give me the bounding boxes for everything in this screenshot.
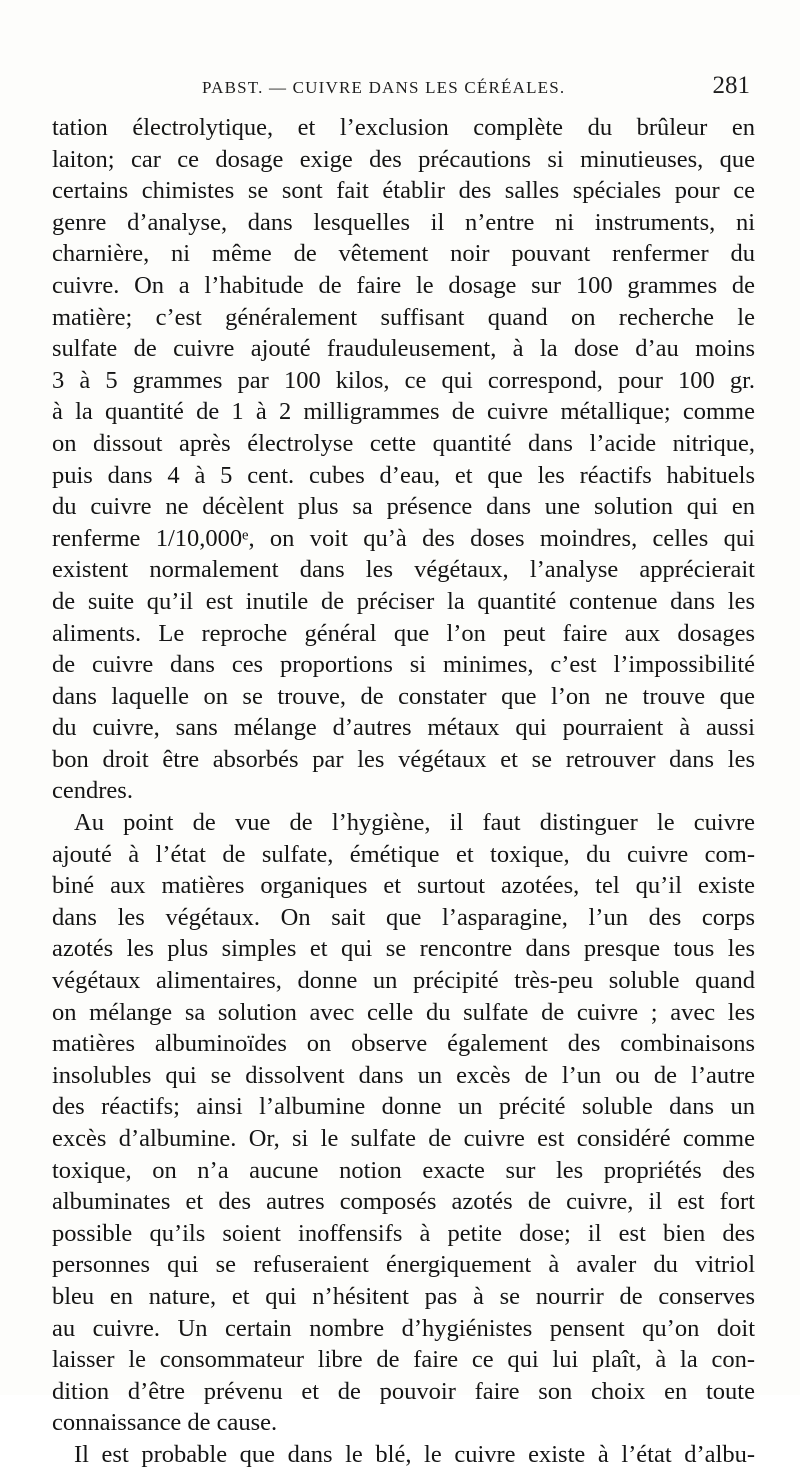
text-line: de cuivre dans ces proportions si minimes, c’est l’impossibilité	[52, 651, 755, 679]
paragraph	[52, 807, 755, 1439]
text-line: biné aux matières organiques et surtout azotées, tel qu’il existe	[52, 872, 755, 900]
text-line: on dissout après électrolyse cette quantité dans l’acide nitrique,	[52, 429, 755, 457]
text-line: renferme 1/10,000ᵉ, on voit qu’à des doses moindres, celles qui	[52, 524, 755, 552]
text-line: matière; c’est généralement suffisant quand on recherche le	[52, 303, 755, 331]
running-head	[52, 72, 750, 106]
text-line: bon droit être absorbés par les végétaux et se retrouver dans les	[52, 745, 755, 773]
text-line: charnière, ni même de vêtement noir pouvant renfermer du	[52, 240, 755, 268]
text-line: au cuivre. Un certain nombre d’hygiénistes pensent qu’on doit	[52, 1314, 755, 1342]
text-line: toxique, on n’a aucune notion exacte sur les propriétés des	[52, 1156, 755, 1184]
text-line: on mélange sa solution avec celle du sulfate de cuivre ; avec les	[52, 998, 755, 1026]
text-line: cuivre. On a l’habitude de faire le dosage sur 100 grammes de	[52, 271, 755, 299]
text-line: bleu en nature, et qui n’hésitent pas à se nourrir de conserves	[52, 1282, 755, 1310]
text-line: Il est probable que dans le blé, le cuivre existe à l’état d’albu-	[74, 1440, 755, 1468]
text-line: de suite qu’il est inutile de préciser la quantité contenue dans les	[52, 587, 755, 615]
text-line: possible qu’ils soient inoffensifs à petite dose; il est bien des	[52, 1219, 755, 1247]
text-line: à la quantité de 1 à 2 milligrammes de cuivre métallique; comme	[52, 398, 755, 426]
text-line: tation électrolytique, et l’exclusion complète du brûleur en	[52, 114, 755, 141]
text-line: certains chimistes se sont fait établir des salles spéciales pour ce	[52, 177, 755, 205]
text-line: Au point de vue de l’hygiène, il faut distinguer le cuivre	[74, 809, 755, 837]
text-line: connaissance de cause.	[52, 1409, 278, 1437]
text-line: du cuivre, sans mélange d’autres métaux qui pourraient à aussi	[52, 714, 755, 742]
text-line: des réactifs; ainsi l’albumine donne un précité soluble dans un	[52, 1093, 755, 1121]
text-line: 3 à 5 grammes par 100 kilos, ce qui correspond, pour 100 gr.	[52, 366, 755, 394]
page-number: 281	[712, 72, 750, 99]
paragraph	[52, 112, 755, 807]
text-line: puis dans 4 à 5 cent. cubes d’eau, et que les réactifs habituels	[52, 461, 755, 489]
text-line: du cuivre ne décèlent plus sa présence dans une solution qui en	[52, 493, 755, 521]
text-line: existent normalement dans les végétaux, l’analyse apprécierait	[52, 556, 755, 584]
text-line: personnes qui se refuseraient énergiquement à avaler du vitriol	[52, 1251, 755, 1279]
text-line: azotés les plus simples et qui se rencontre dans presque tous les	[52, 935, 755, 963]
text-line: dans laquelle on se trouve, de constater que l’on ne trouve que	[52, 682, 755, 710]
text-line: aliments. Le reproche général que l’on peut faire aux dosages	[52, 619, 755, 647]
body-text	[52, 112, 755, 1471]
text-line: cendres.	[52, 777, 133, 805]
text-line: ajouté à l’état de sulfate, émétique et toxique, du cuivre com-	[52, 840, 755, 868]
text-line: dans les végétaux. On sait que l’asparagine, l’un des corps	[52, 903, 755, 931]
paragraph	[52, 1439, 755, 1471]
text-line: sulfate de cuivre ajouté frauduleusement, à la dose d’au moins	[52, 335, 755, 363]
text-line: matières albuminoïdes on observe également des combinaisons	[52, 1030, 755, 1058]
text-line: laisser le consommateur libre de faire ce qui lui plaît, à la con-	[52, 1346, 755, 1374]
text-line: genre d’analyse, dans lesquelles il n’entre ni instruments, ni	[52, 208, 755, 236]
text-line: excès d’albumine. Or, si le sulfate de cuivre est considéré comme	[52, 1125, 755, 1152]
text-line: végétaux alimentaires, donne un précipité très-peu soluble quand	[52, 967, 755, 995]
text-line: insolubles qui se dissolvent dans un excès de l’un ou de l’autre	[52, 1061, 755, 1089]
running-title: PABST. — CUIVRE DANS LES CÉRÉALES.	[202, 78, 566, 97]
text-line: dition d’être prévenu et de pouvoir faire son choix en toute	[52, 1377, 755, 1405]
text-line: albuminates et des autres composés azotés de cuivre, il est fort	[52, 1188, 755, 1216]
text-line: laiton; car ce dosage exige des précautions si minutieuses, que	[52, 145, 755, 173]
